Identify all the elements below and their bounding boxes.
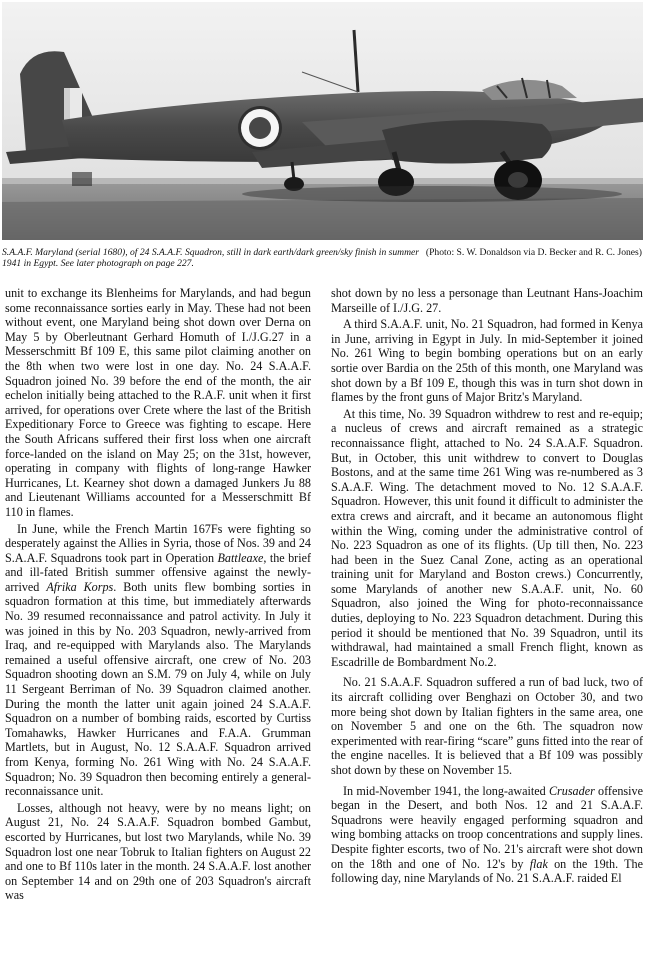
paragraph: At this time, No. 39 Squadron withdrew to rest and re-equip; a nucleus of crews and aircraft remained as a strategic reconnaissance flight, attached to No. 24 S.A.A.F. Squadron. But, in October, this unit withdrew to convert to Douglas Bostons, and at the same time 261 Wing was re-numbered as 3 S.A.A.F. Wing. The detachment moved to No. 12 S.A.A.F. Squadron. However, this unit found it difficult to administer the extra crews and aircraft, and it became an autonomous flight within the Wing, coming under the administrative control of No. 223 Squadron as one of its flights. (Up till then, No. 223 had been in the Suez Canal Zone, acting as an operational training unit for Maryland and Boston crews.) Concurrently, some Marylands of another new S.A.A.F. unit, No. 60 Squadron, also joined the Wing for photo-reconnaissance duties, deploying to No. 223 Squadron detachment. During this period it should be mentioned that No. 39 Squadron, until its withdrawal, had maintained a small French flight, known as Escadrille de Bombardment No.2. xyxy=(331,406,643,669)
paragraph: unit to exchange its Blenheims for Marylands, and had begun some reconnaissance sorties early in May. These had not been without event, one Maryland being shot down over Derna on May 5 by Oberleutnant Gerhard Homuth of I./J.G.27 in a Messerschmitt Bf 109 E, this same pilot claiming another on the 8th when two were lost in one day. No. 24 S.A.A.F. Squadron joined No. 39 before the end of the month, the air echelon initially being attached to the R.A.F. unit when it first arrived, for operations over Crete where the last of the British Expeditionary Force to Greece was fighting to escape. Here the South Africans suffered their first loss when one aircraft force-landed on the island on May 25; on the 31st, however, operating in company with flights of long-range Hawker Hurricanes, Lt. Kearney shot down a damaged Junkers Ju 88 and Lieutenant Williams accounted for a Messerschmitt Bf 110 in flames. xyxy=(5,286,311,519)
left-column xyxy=(5,286,311,960)
caption-text: S.A.A.F. Maryland (serial 1680), of 24 S.A.A.F. Squadron, still in dark earth/dark green/sky finish in summer 1941 in Egypt. See later photograph on page 227. xyxy=(2,247,420,270)
paragraph: No. 21 S.A.A.F. Squadron suffered a run of bad luck, two of its aircraft colliding over Benghazi on October 30, and two more being shot down by Italian fighters in the same area, one on November 5 and one on the 6th. The squadron now experimented with rear-firing “scare” guns fitted into the rear of the engine nacelles. It is believed that a Bf 109 was possibly shot down by these on November 15. xyxy=(331,675,643,777)
paragraph: A third S.A.A.F. unit, No. 21 Squadron, had formed in Kenya in June, arriving in Egypt in July. In mid-September it joined No. 261 Wing to begin bombing operations but on an early sortie over Bardia on the 25th of this month, one Maryland was shot down by a Bf 109 E, though this was in turn shot down in flames by the front guns of Major Britz's Maryland. xyxy=(331,317,643,405)
paragraph: Losses, although not heavy, were by no means light; on August 21, No. 24 S.A.A.F. Squadron bombed Gambut, escorted by Hurricanes, but lost two Marylands, while No. 39 Squadron lost one near Tobruk to Italian fighters on August 22 and one to Bf 110s later in the month. 24 S.A.A.F. lost another on September 14 and on 29th one of 203 Squadron's aircraft was xyxy=(5,800,311,903)
paragraph: shot down by no less a personage than Leutnant Hans-Joachim Marseille of I./J.G. 27. xyxy=(331,286,643,315)
aircraft-photo-illustration xyxy=(2,2,643,240)
aircraft-photo xyxy=(2,2,643,240)
right-column xyxy=(331,286,643,960)
photo-caption xyxy=(2,247,642,270)
paragraph: In mid-November 1941, the long-awaited Crusader offensive began in the Desert, and both Nos. 12 and 21 S.A.A.F. Squadrons were heavily engaged performing squadron and wing bombing attacks on troop concentrations and supply lines. Despite fighter escorts, two of No. 21's aircraft were shot down on the 18th and one of No. 12's by flak on the 19th. The following day, nine Marylands of No. 21 S.A.A.F. raided El xyxy=(331,783,643,886)
paragraph: In June, while the French Martin 167Fs were fighting so desperately against the Allies in Syria, those of Nos. 39 and 24 S.A.A.F. Squadrons took part in Operation Battleaxe, the brief and ill-fated British summer offensive against the newly-arrived Afrika Korps. Both units flew bombing sorties in squadron formation at this time, but immediately afterwards No. 39 resumed reconnaissance and patrol activity. In July it was joined in this by No. 203 Squadron, newly-arrived from Iraq, and re-equipped with Marylands also. The Marylands remained a useful offensive aircraft, one crew of No. 203 Squadron shooting down an S.M. 79 on July 4, while on July 11 Sergeant Berriman of No. 39 Squadron claimed another. During the month the latter unit again joined 24 S.A.A.F. Squadron on a number of bombing raids, escorted by Curtiss Tomahawks, Hawker Hurricanes and F.A.A. Grumman Martlets, but in August, No. 12 S.A.A.F. Squadron arrived from Kenya, forming No. 261 Wing with No. 24 S.A.A.F. Squadron; No. 39 Squadron then becoming entirely a general-reconnaissance unit. xyxy=(5,521,311,799)
photo-credit: (Photo: S. W. Donaldson via D. Becker and R. C. Jones) xyxy=(425,247,642,258)
